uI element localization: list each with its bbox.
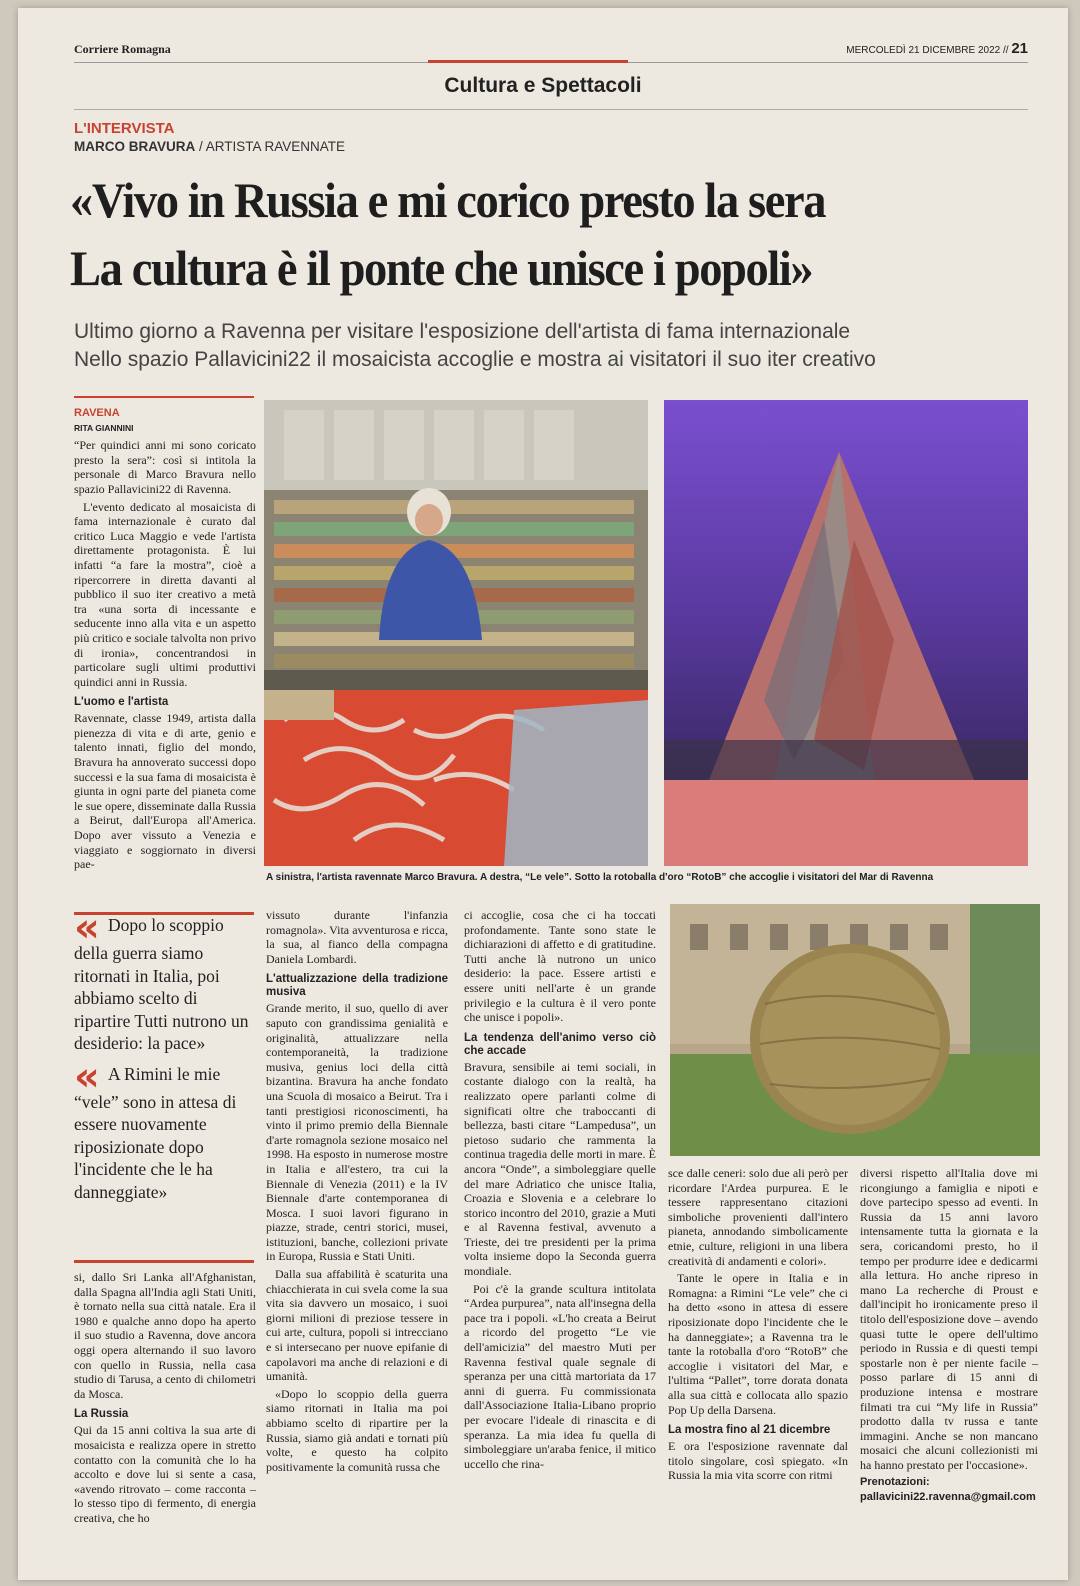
paragraph: Qui da 15 anni coltiva la sua arte di mosaicista e realizza opere in stretto contatto con la comunità che lo ha accolto e dove lui si sente a casa, «avendo ritrovato – come racconta – lo stesso tipo di fermento, di energia creativa, che ho [74,1423,256,1525]
subheadline-line-1: Ultimo giorno a Ravenna per visitare l'esposizione dell'artista di fama internazionale [74,320,851,343]
paragraph: Tante le opere in Italia e in Romagna: a Rimini “Le vele” che ci ha detto «sono in attesa di essere riposizionate dopo l'incidente che le ha danneggiate»; a Ravenna tra le tante la rotoballa d'oro “RotoB” che accoglie i visitatori del Mar, e l'ultima “Pallet”, torre dorata donata alla sua città e collocata allo spazio Pop Up della Darsena. [668,1271,848,1417]
paragraph: E ora l'esposizione ravennate dal titolo singolare, così spiegato. «In Russia la mia vita scorre con ritmi [668,1439,848,1483]
subheadline-line-2: Nello spazio Pallavicini22 il mosaicista accoglie e mostra ai visitatori il suo iter creativo [74,348,876,371]
article-column-5 [860,1166,1038,1505]
author: RITA GIANNINI [74,422,134,433]
photo-le-vele [664,400,1028,866]
newspaper-name: Corriere Romagna [74,42,171,56]
article-column-4 [668,1166,848,1486]
pullquote [74,905,254,1211]
paragraph: Ravennate, classe 1949, artista dalla pienezza di vita e di arte, genio e talento innati, figlio del mondo, Bravura ha annoverato successi dopo successi e la sua fama di mosaicista è giunta in ogni parte del pianeta come le sue opere, disseminate dalla Russia a Beirut, dall'Europa all'America. Dopo aver vissuto a Venezia e viaggiato e soggiornato in diversi pae- [74,711,256,872]
section-title: Cultura e Spettacoli [444,74,642,97]
issue-date: MERCOLEDÌ 21 DICEMBRE 2022 // 21 [846,40,1028,57]
paragraph: «Dopo lo scoppio della guerra siamo ritornati in Italia ma poi abbiamo scelto di ripartire per la Russia, siamo già andati e tornati più volte, e questo ha colpito positivamente la comunità russa che [266,1386,448,1474]
quote-mark-icon: « [74,1053,100,1100]
subhead: La mostra fino al 21 dicembre [668,1424,831,1437]
dateline: RAVENA [74,407,120,419]
paragraph: “Per quindici anni mi sono coricato presto la sera”: così si intitola la personale di Marco Bravura nello spazio Pallavicini22 di Ravenna. [74,438,256,496]
interview-subject: MARCO BRAVURA / ARTISTA RAVENNATE [74,139,346,154]
paragraph: vissuto durante l'infanzia romagnola». Vita avventurosa e ricca, la sua, al fianco della compagna Daniela Lombardi. [266,908,448,966]
article-column-1-continued [74,1270,256,1529]
photo-caption: A sinistra, l'artista ravennate Marco Bravura. A destra, “Le vele”. Sotto la rotoballa d'oro “RotoB” che accoglie i visitatori del Mar di Ravenna [266,872,934,883]
paragraph: L'evento dedicato al mosaicista di fama internazionale è curato dal critico Luca Maggio e vede l'artista direttamente protagonista. È lui infatti “a fare la mostra”, cioè a ripercorrere in diretta davanti al pubblico il suo iter creativo a metà tra «una sorta di incessante e seducente inno alla vita e un aspetto più critico e sociale talvolta non privo di ironia», concentrandosi in particolare sugli ultimi produttivi quindici anni in Russia. [74,499,256,689]
paragraph: Bravura, sensibile ai temi sociali, in costante dialogo con la realtà, ha realizzato opere parlanti colme di significati oltre che traboccanti di bellezza, basti citare “Lampedusa”, un pietoso sudario che rammenta la continua tragedia delle morti in mare. È ancora “Onde”, a simboleggiare quelle del mare Adriatico che unisce Italia, Croazia e Slovenia e a celebrare lo storico incontro del 2010, grazie a Muti e al Ravenna festival, avvenuto a Trieste, dei tre presidenti per la prima volta insieme dopo la Seconda guerra mondiale. [464,1059,656,1279]
subheadline [74,318,1034,374]
pullquote-1: « Dopo lo scoppio della guerra siamo ritornati in Italia, poi abbiamo scelto di ripartire Tutti nutrono un desiderio: la pace» [74,905,249,1053]
page-number: 21 [1011,40,1028,57]
kicker: L'INTERVISTA [74,120,175,137]
pullquote-2: « A Rimini le mie “vele” sono in attesa di essere nuovamente riposizionate dopo l'incidente che le ha danneggiate» [74,1053,237,1202]
photo-artist-studio [264,400,648,866]
newspaper-page [18,8,1068,1580]
booking-contact: Prenotazioni: pallavicini22.ravenna@gmail.com [860,1476,1036,1504]
subhead: La Russia [74,1408,129,1421]
pullquote-bottom-rule [74,1260,254,1263]
subhead: La tendenza dell'animo verso ciò che accade [464,1031,656,1057]
section-accent-bar [428,60,628,63]
paragraph: Dalla sua affabilità è scaturita una chiacchierata in cui svela come la sua vita sia davvero un mosaico, i suoi giorni milioni di preziose tessere in cui arte, cultura, popoli si intrecciano e si intersecano per nuove epifanie di capolavori ma anche di relazioni e di umanità. [266,1267,448,1384]
subhead: L'attualizzazione della tradizione musiva [266,973,448,999]
paragraph: sce dalle ceneri: solo due ali però per ricordare l'Ardea purpurea. E le tessere rappresentano citazioni simboliche provenienti dall'intero pianeta, annodando simbolicamente etnie, culture, religioni in una libera creatività di andamenti e colori». [668,1166,848,1268]
column-accent-rule [74,396,254,398]
paragraph: Grande merito, il suo, quello di aver saputo con grandissima genialità e originalità, attualizzare nella contemporaneità, la tradizione musiva, genius loci della città bizantina. Bravura ha anche fondato una Scuola di mosaico a Beirut. Tra i tanti prestigiosi riconoscimenti, ha vinto il primo premio della Biennale d'arte romagnola sezione mosaico nel 1998. Ha esposto in numerose mostre in Italia e all'estero, tra cui la Biennale di Venezia (2011) e la IV Biennale d'arte contemporanea di Mosca. I suoi lavori figurano in piazze, strade, centri storici, musei, istituzioni, banche, collezioni private in Europa, Russia e Stati Uniti. [266,1001,448,1264]
paragraph: si, dallo Sri Lanka all'Afghanistan, dalla Spagna all'India agli Stati Uniti, è tornato nella sua città natale. Era il 1980 e qualche anno dopo ha aperto il suo studio a Ravenna, dove ancora oggi opera alternando il suo lavoro con quello in Russia, nella casa studio di Tarusa, a cento di chilometri da Mosca. [74,1270,256,1401]
article-column-2 [266,908,448,1477]
headline-line-2: La cultura è il ponte che unisce i popoli» [70,240,813,296]
quote-mark-icon: « [74,905,100,951]
article-column-1 [74,406,256,875]
section-divider [74,109,1028,110]
subhead: L'uomo e l'artista [74,696,169,709]
headline [70,166,981,302]
paragraph: Poi c'è la grande scultura intitolata “Ardea purpurea”, nata all'insegna della pace tra i popoli. «L'ho creata a Beirut a ricordo del progetto “Le vie dell'amicizia” del maestro Muti per Ravenna festival quale segnale di speranza per una città martoriata da 17 anni di guerra. Fu commissionata dall'Associazione Italia-Libano proprio per evocare l'ideale di rinascita e di speranza. La mia idea fu quella di simboleggiare un'araba fenice, il mitico uccello che rina- [464,1281,656,1471]
headline-line-1: «Vivo in Russia e mi corico presto la sera [70,172,826,228]
paragraph: diversi rispetto all'Italia dove mi ricongiungo a famiglia e nipoti e dove partecipo spesso ad eventi. In Russia da 15 anni lavoro intensamente tutta la giornata e la sera, coricandomi presto, ho il tempo per produrre idee e dedicarmi alla lettura. Ho anche ripreso in mano La recherche di Proust e dall'incipit ho ironicamente preso il titolo dell'esposizione dove – avendo quasi tutte le opere dell'ultimo periodo in Russia e di questi tempi spostarle non è per niente facile – posso parlare di 15 anni di produzione intensa e mostrare filmati tra cui “My life in Russia” prodotto dalla tv russa e tante immagini. Anche se non mancano mosaici che alcuni collezionisti mi ha hanno prestato per l'occasione». [860,1166,1038,1472]
article-column-3 [464,908,656,1474]
paragraph: ci accoglie, cosa che ci ha toccati profondamente. Tante sono state le dichiarazioni di affetto e di gratitudine. Tutti anche là nutrono un unico desiderio: la pace. Essere artisti e essere uniti nell'arte è un grande privilegio e la cultura è il vero ponte che unisce i popoli». [464,908,656,1025]
photo-rotob [670,904,1040,1156]
